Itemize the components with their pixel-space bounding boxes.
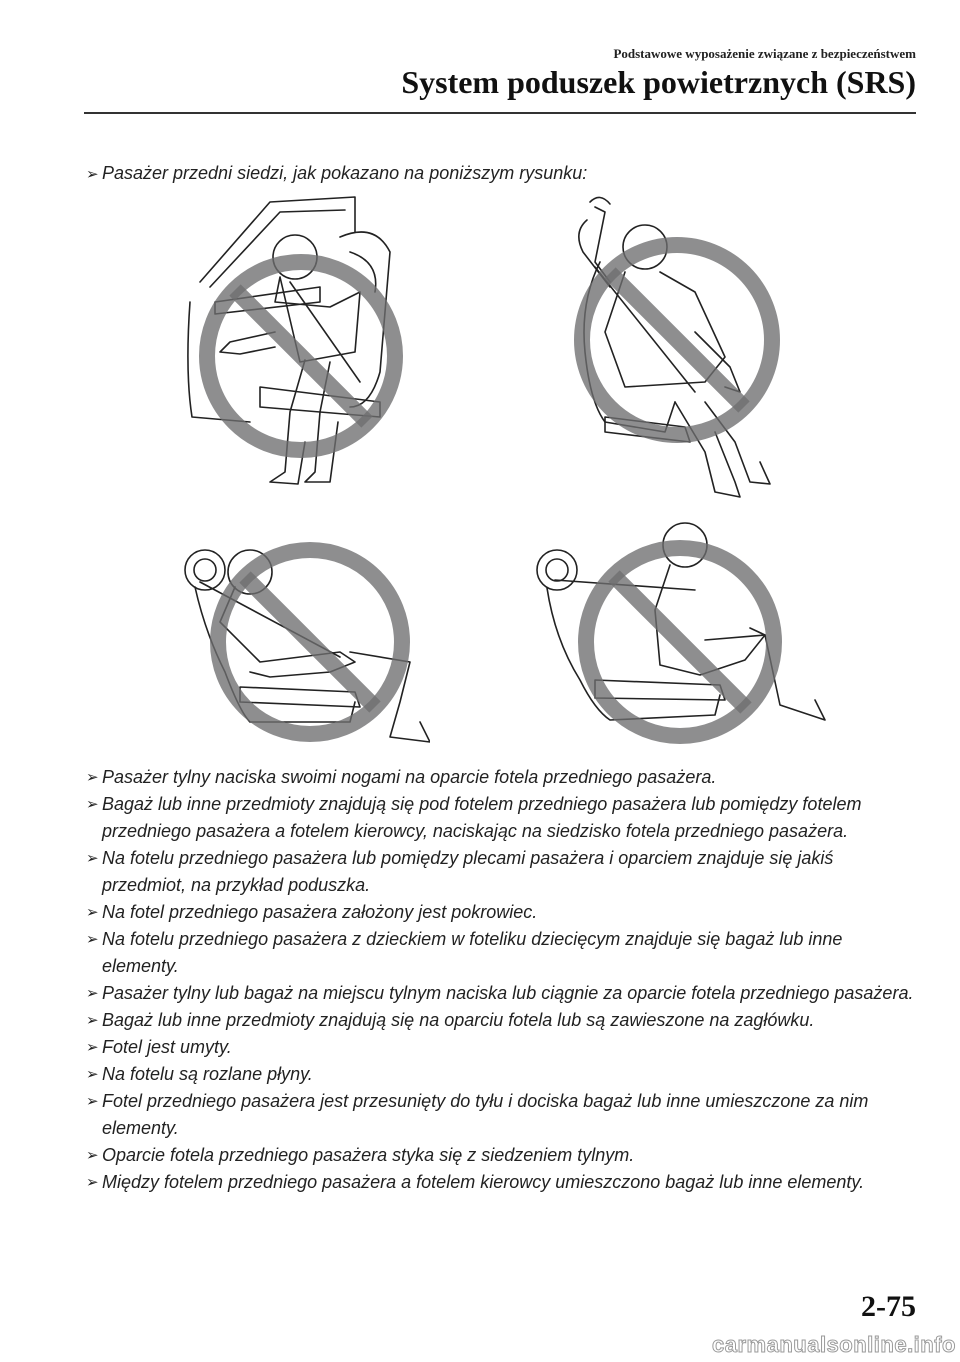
arrow-bullet-icon: ➢ (86, 1039, 99, 1056)
arrow-bullet-icon: ➢ (86, 1147, 99, 1164)
list-item: ➢ Oparcie fotela przedniego pasażera styka się z siedzeniem tylnym. (86, 1142, 916, 1169)
conditions-list (86, 764, 916, 1196)
arrow-bullet-icon: ➢ (86, 796, 99, 813)
prohibited-arm-raised-passenger-illustration (565, 192, 790, 512)
prohibited-reclined-passenger-illustration (180, 542, 430, 752)
prohibition-sign-icon (218, 550, 402, 734)
section-subtitle: Podstawowe wyposażenie związane z bezpieczeństwem (613, 46, 916, 61)
list-item: ➢ Fotel przedniego pasażera jest przesunięty do tyłu i dociska bagaż lub inne umieszczone za nim elementy. (86, 1088, 916, 1142)
arrow-bullet-icon: ➢ (86, 1093, 99, 1110)
list-item: ➢ Na fotel przedniego pasażera założony jest pokrowiec. (86, 899, 916, 926)
list-item: ➢ Na fotelu przedniego pasażera z dzieckiem w foteliku dziecięcym znajduje się bagaż lub inne elementy. (86, 926, 916, 980)
list-item: ➢ Między fotelem przedniego pasażera a fotelem kierowcy umieszczono bagaż lub inne elementy. (86, 1169, 916, 1196)
prohibited-slouching-passenger-illustration (180, 192, 420, 502)
arrow-bullet-icon: ➢ (86, 850, 99, 867)
list-item: ➢ Bagaż lub inne przedmioty znajdują się na oparciu fotela lub są zawieszone na zagłówku. (86, 1007, 916, 1034)
page-number: 2-75 (861, 1290, 916, 1323)
prohibited-leaning-forward-passenger-illustration (535, 520, 835, 750)
prohibition-sign-icon (586, 548, 774, 736)
arrow-bullet-icon: ➢ (86, 1174, 99, 1191)
arrow-bullet-icon: ➢ (86, 1012, 99, 1029)
arrow-bullet-icon: ➢ (86, 904, 99, 921)
list-item: ➢ Pasażer tylny lub bagaż na miejscu tylnym naciska lub ciągnie za oparcie fotela przedniego pasażera. (86, 980, 916, 1007)
watermark-logo: carmanualsonline.info (712, 1332, 956, 1357)
list-item: ➢ Bagaż lub inne przedmioty znajdują się pod fotelem przedniego pasażera lub pomiędzy fotelem przedniego pasażera a fotelem kierowcy, naciskając na siedzisko fotela przedniego pasażera. (86, 791, 916, 845)
header-divider (84, 112, 916, 114)
page-title: System poduszek powietrznych (SRS) (401, 64, 916, 100)
intro-text: Pasażer przedni siedzi, jak pokazano na poniższym rysunku: (102, 163, 588, 183)
arrow-bullet-icon: ➢ (86, 985, 99, 1002)
intro-bullet (86, 160, 916, 188)
arrow-bullet-icon: ➢ (86, 931, 99, 948)
arrow-bullet-icon: ➢ (86, 769, 99, 786)
arrow-bullet-icon: ➢ (86, 166, 99, 183)
list-item: ➢ Fotel jest umyty. (86, 1034, 916, 1061)
list-item: ➢ Pasażer tylny naciska swoimi nogami na oparcie fotela przedniego pasażera. (86, 764, 916, 791)
list-item: ➢ Na fotelu są rozlane płyny. (86, 1061, 916, 1088)
arrow-bullet-icon: ➢ (86, 1066, 99, 1083)
list-item: ➢ Na fotelu przedniego pasażera lub pomiędzy plecami pasażera i oparciem znajduje się jakiś przedmiot, na przykład poduszka. (86, 845, 916, 899)
